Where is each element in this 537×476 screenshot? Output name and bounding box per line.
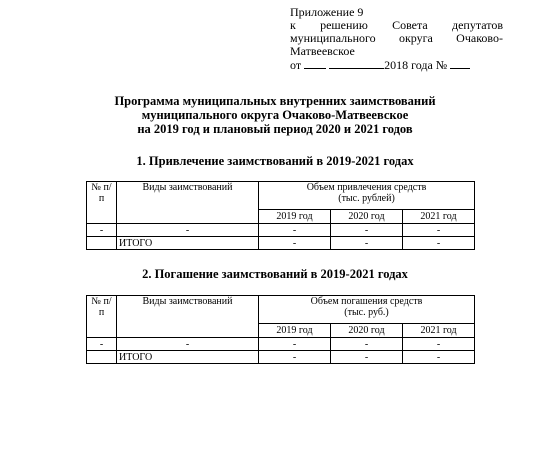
year-header-2021: 2021 год [403,324,475,338]
total-2019: - [259,351,331,364]
col-num-header: № п/п [87,182,117,224]
borrowing-attraction-table [86,181,475,250]
section2-title: 2. Погашение заимствований в 2019-2021 годах [142,267,408,281]
table-total-row [87,237,475,250]
row-num: - [87,338,117,351]
appendix-title: Приложение 9 [290,5,364,19]
total-2021: - [403,351,475,364]
col-num-header: № п/п [87,296,117,338]
col-amount-title: Объем погашения средств [310,296,423,307]
year-header-2020: 2020 год [331,210,403,224]
program-title-line-2: муниципального округа Очаково-Матвеевское [141,108,409,122]
table-row [87,338,475,351]
row-2021: - [403,338,475,351]
program-title [60,94,490,136]
row-type: - [117,224,259,237]
row-2021: - [403,224,475,237]
total-2019: - [259,237,331,250]
table-header-row [87,296,475,324]
total-2020: - [331,237,403,250]
year-header-2019: 2019 год [259,210,331,224]
appendix-line-2: муниципального округа Очаково- [290,31,503,45]
row-type: - [117,338,259,351]
total-label: ИТОГО [117,351,259,364]
col-type-header: Виды заимствований [117,296,259,338]
table-header-row [87,182,475,210]
row-2019: - [259,338,331,351]
day-blank [304,58,326,69]
program-title-line-1: Программа муниципальных внутренних заимствований [114,94,436,108]
row-num: - [87,224,117,237]
date-prefix: от [290,58,302,72]
col-amount-header [259,296,475,324]
total-2021: - [403,237,475,250]
year-header-2019: 2019 год [259,324,331,338]
program-title-line-3: на 2019 год и плановый период 2020 и 2021 годов [137,122,413,136]
year-header-2020: 2020 год [331,324,403,338]
section1-title: 1. Привлечение заимствований в 2019-2021 годах [136,154,414,168]
col-amount-title: Объем привлечения средств [306,182,427,193]
row-2020: - [331,338,403,351]
total-label: ИТОГО [117,237,259,250]
appendix-header [290,6,503,72]
month-blank [329,58,384,69]
col-amount-header [259,182,475,210]
table-row [87,224,475,237]
row-2020: - [331,224,403,237]
appendix-line-3: Матвеевское [290,44,355,58]
total-num [87,237,117,250]
borrowing-repayment-table [86,295,475,364]
appendix-date-line [290,58,503,72]
number-blank [450,58,470,69]
appendix-line-1: к решению Совета депутатов [290,18,503,32]
col-amount-unit: (тыс. рублей) [338,193,395,204]
total-2020: - [331,351,403,364]
table-total-row [87,351,475,364]
year-header-2021: 2021 год [403,210,475,224]
date-year-text: 2018 года № [384,58,448,72]
row-2019: - [259,224,331,237]
col-type-header: Виды заимствований [117,182,259,224]
col-amount-unit: (тыс. руб.) [344,307,389,318]
total-num [87,351,117,364]
